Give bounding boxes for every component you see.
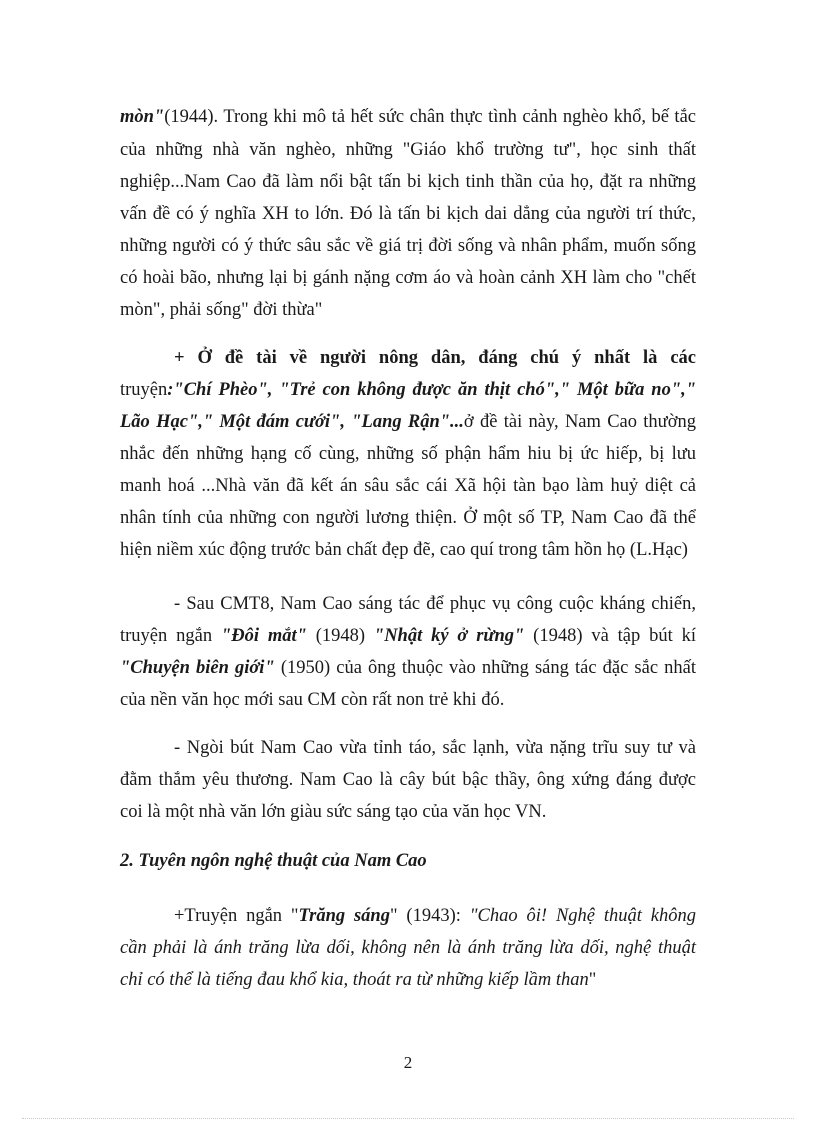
text-run: mòn", phải sống" đời thừa": [120, 300, 323, 320]
text-run: - Sau CMT8, Nam Cao sáng tác để phục vụ công cuộc kháng chiến,: [174, 594, 696, 614]
text-run: truyện: [120, 380, 168, 400]
text-line: [120, 443, 696, 465]
text-run: " (1943):: [389, 906, 470, 926]
text-run: vấn đề có ý nghĩa XH to lớn. Đó là tấn bi kịch dai dẳng của người trí thức,: [120, 204, 696, 224]
text-line: [120, 139, 696, 161]
text-line: [174, 737, 696, 759]
text-line: [120, 850, 696, 872]
text-run: manh hoá ...Nhà văn đã kết án sâu sắc cái Xã hội tàn bạo làm huỷ diệt cả: [120, 476, 696, 496]
text-line: [120, 625, 696, 647]
text-run: (1944). Trong khi mô tả hết sức chân thực tình cảnh nghèo khổ, bế tắc: [164, 107, 696, 127]
text-run: Lão Hạc"," Một đám cưới", "Lang Rận"...: [120, 412, 464, 432]
text-run: hiện niềm xúc động trước bản chất đẹp đẽ, cao quí trong tâm hồn họ (L.Hạc): [120, 540, 688, 560]
text-run: mòn": [120, 107, 165, 127]
text-line: [120, 379, 696, 401]
text-line: [120, 969, 696, 991]
text-run: +Truyện ngắn ": [174, 906, 299, 926]
page-number: 2: [403, 1053, 413, 1072]
text-line: [174, 905, 696, 927]
text-line: [120, 299, 696, 321]
text-run: của nền văn học mới sau CM còn rất non trẻ khi đó.: [120, 690, 505, 710]
text-run: nhân tính của những con người lương thiện. Ở một số TP, Nam Cao đã thể: [120, 508, 696, 528]
text-run: ở đề tài này, Nam Cao thường: [463, 412, 696, 432]
text-run: cần phải là ánh trăng lừa dối, không nên là ánh trăng lừa dối, nghệ thuật: [120, 938, 696, 958]
text-run: nghiệp...Nam Cao đã làm nổi bật tấn bi kịch tinh thần của họ, đặt ra những: [120, 172, 696, 192]
text-line: [120, 267, 696, 289]
text-line: [120, 106, 696, 128]
text-line: [120, 937, 696, 959]
text-line: [120, 769, 696, 791]
text-run: truyện ngắn: [120, 626, 221, 646]
text-line: [120, 507, 696, 529]
text-line: [120, 539, 696, 561]
text-line: [120, 475, 696, 497]
text-run: Trăng sáng: [298, 906, 390, 926]
text-run: nhắc đến những hạng cố cùng, những số phận hẩm hiu bị ức hiếp, bị lưu: [120, 444, 696, 464]
text-run: + Ở đề tài về người nông dân, đáng chú ý nhất là các: [174, 348, 696, 368]
text-run: (1948) và tập bút kí: [524, 626, 696, 646]
text-line: [174, 347, 696, 369]
text-run: có hoài bão, nhưng lại bị gánh nặng cơm áo và hoàn cảnh XH làm cho "chết: [120, 268, 696, 288]
text-run: đằm thắm yêu thương. Nam Cao là cây bút bậc thầy, ông xứng đáng được: [120, 770, 696, 790]
text-run: những người có ý thức sâu sắc về giá trị đời sống và nhân phẩm, muốn sống: [120, 236, 696, 256]
text-line: [174, 593, 696, 615]
text-line: [120, 689, 696, 711]
text-run: "Chao ôi! Nghệ thuật không: [469, 906, 697, 926]
text-run: của những nhà văn nghèo, những "Giáo khổ trường tư", học sinh thất: [120, 140, 696, 160]
text-line: [120, 171, 696, 193]
text-line: [120, 411, 696, 433]
page-bottom-rule: [22, 1118, 794, 1119]
text-run: "Nhật ký ở rừng": [373, 626, 525, 646]
text-run: "Đôi mắt": [220, 626, 307, 646]
text-run: 2. Tuyên ngôn nghệ thuật của Nam Cao: [120, 851, 427, 871]
text-line: [120, 801, 696, 823]
text-run: :"Chí Phèo", "Trẻ con không được ăn thịt chó"," Một bữa no",": [167, 380, 696, 400]
text-run: - Ngòi bút Nam Cao vừa tỉnh táo, sắc lạnh, vừa nặng trĩu suy tư và: [174, 738, 696, 758]
text-run: chỉ có thể là tiếng đau khổ kia, thoát ra từ những kiếp lầm than: [120, 970, 589, 990]
text-run: (1948): [306, 626, 374, 646]
text-run: ": [588, 970, 597, 990]
text-line: [120, 657, 696, 679]
text-line: [120, 203, 696, 225]
text-line: [120, 235, 696, 257]
text-run: (1950) của ông thuộc vào những sáng tác đặc sắc nhất: [274, 658, 696, 678]
text-run: "Chuyện biên giới": [120, 658, 275, 678]
text-run: coi là một nhà văn lớn giàu sức sáng tạo của văn học VN.: [120, 802, 547, 822]
